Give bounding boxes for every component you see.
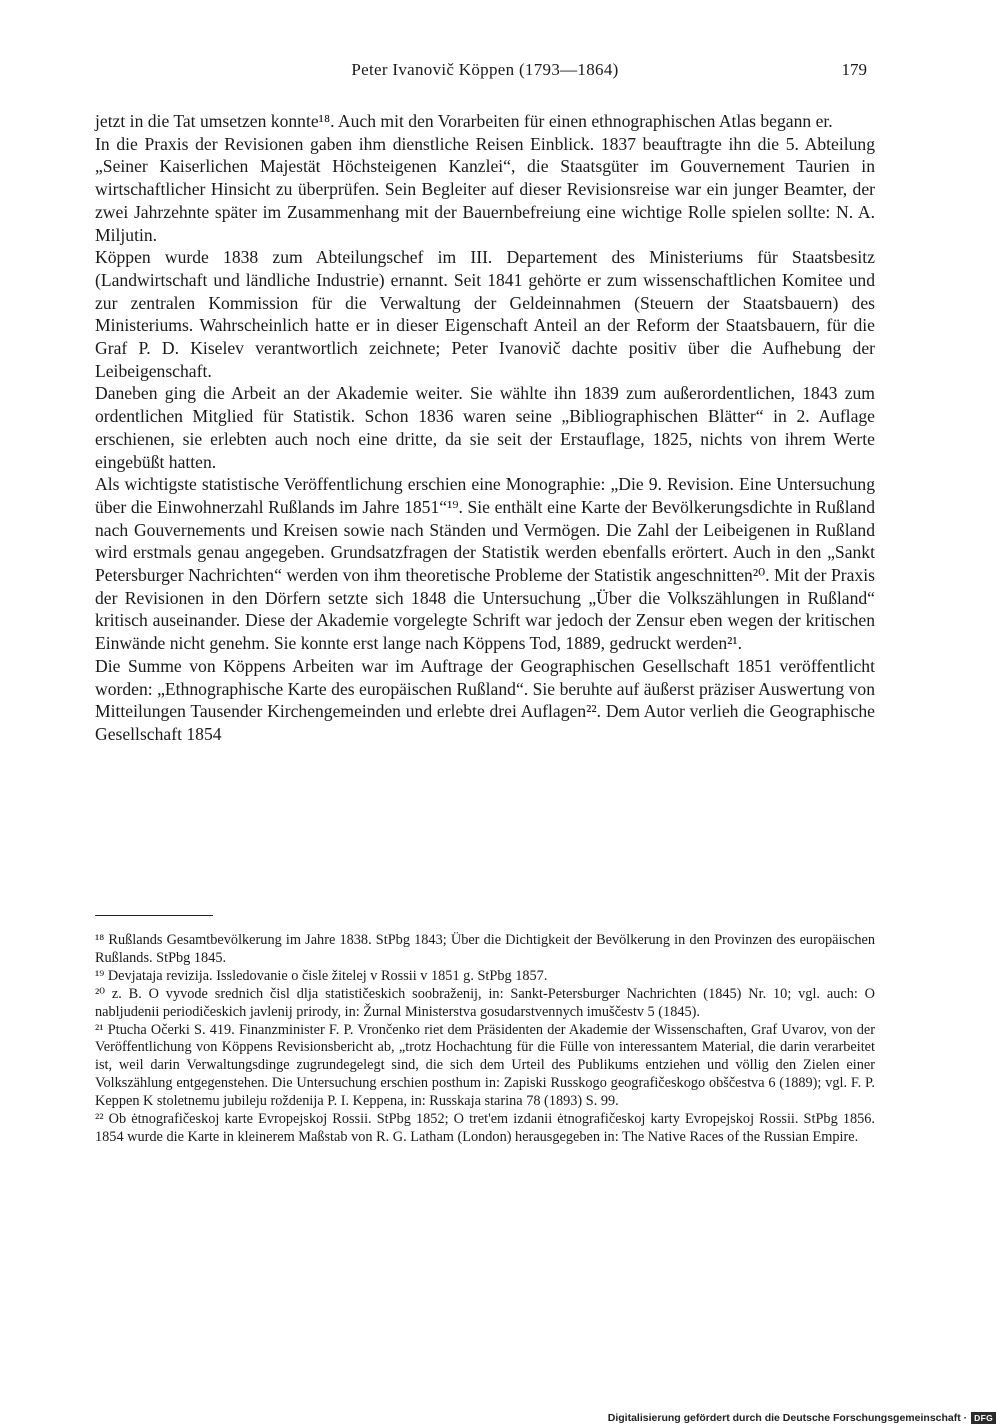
footnote: ²¹ Ptucha Očerki S. 419. Finanzminister F. P. Vrončenko riet dem Präsidenten der Akademie der Wissenschaften, Graf Uvarov, von der Veröffentlichung von Köppens Revisionsbericht ab, „trotz Hochachtung für die Fülle von interessantem Material, die darin verarbeitet ist, weil darin Verwaltungsdinge zugrundegelegt sind, die sich dem Urteil des Publikums entziehen und völlig den Zielen einer Volkszählung entgegenstehen. Die Untersuchung erschien posthum in: Zapiski Russkogo geografičeskogo obščestva 6 (1889); vgl. F. P. Keppen K stoletnemu jubileju roždenija P. I. Keppena, in: Russkaja starina 78 (1893) S. 99.	[95, 1021, 875, 1110]
running-header	[95, 60, 875, 84]
credit-text: Digitalisierung gefördert durch die Deutsche Forschungsgemeinschaft ·	[607, 1412, 968, 1424]
page-number: 179	[841, 60, 867, 79]
footnote: ²⁰ z. B. O vyvode srednich čisl dlja statističeskich soobraženij, in: Sankt-Petersburger Nachrichten (1845) Nr. 10; vgl. auch: O nabljudenii periodičeskich javlenij prirody, in: Žurnal Ministerstva gosudarstvennych imuščestv 5 (1845).	[95, 985, 875, 1020]
footnotes	[95, 932, 875, 1147]
paragraph: Die Summe von Köppens Arbeiten war im Auftrage der Geographischen Gesellschaft 1851 veröffentlicht worden: „Ethnographische Karte des europäischen Rußland“. Sie beruhte auf äußerst präziser Auswertung von Mitteilungen Tausender Kirchengemeinden und erlebte drei Auflagen²². Dem Autor verlieh die Geographische Gesellschaft 1854	[95, 655, 875, 744]
footnote-divider	[95, 915, 213, 916]
paragraph: Daneben ging die Arbeit an der Akademie weiter. Sie wählte ihn 1839 zum außerordentlichen, 1843 zum ordentlichen Mitglied für Statistik. Schon 1836 waren seine „Bibliographischen Blätter“ in 2. Auflage erschienen, sie erlebten auch noch eine dritte, da sie seit der Erstauflage, 1825, nichts von ihrem Werte eingebüßt hatten.	[95, 383, 875, 472]
paragraph: In die Praxis der Revisionen gaben ihm dienstliche Reisen Einblick. 1837 beauftragte ihn die 5. Abteilung „Seiner Kaiserlichen Majestät Höchsteigenen Kanzlei“, die Staatsgüter im Gouvernement Taurien in wirtschaftlicher Hinsicht zu überprüfen. Sein Begleiter auf dieser Revisionsreise war ein junger Beamter, der zwei Jahrzehnte später im Zusammenhang mit der Bauernbefreiung eine wichtige Rolle spielen sollte: N. A. Miljutin.	[95, 133, 875, 245]
paragraph: jetzt in die Tat umsetzen konnte¹⁸. Auch mit den Vorarbeiten für einen ethnographischen Atlas begann er.	[95, 111, 833, 131]
footnote: ¹⁹ Devjataja revizija. Issledovanie o čisle žitelej v Rossii v 1851 g. StPbg 1857.	[95, 967, 548, 984]
paragraph: Köppen wurde 1838 zum Abteilungschef im III. Departement des Ministeriums für Staatsbesitz (Landwirtschaft und ländliche Industrie) ernannt. Seit 1841 gehörte er zum wissenschaftlichen Komitee und zur zentralen Kommission für die Verwaltung der Geldeinnahmen (Steuern der Staatsbauern) des Ministeriums. Wahrscheinlich hatte er in dieser Eigenschaft Anteil an der Reform der Staatsbauern, für die Graf P. D. Kiselev verantwortlich zeichnete; Peter Ivanovič dachte positiv über die Aufhebung der Leibeigenschaft.	[95, 247, 875, 381]
dfg-logo: DFG	[971, 1412, 996, 1424]
digitization-credit	[608, 1412, 996, 1424]
paragraph: Als wichtigste statistische Veröffentlichung erschien eine Monographie: „Die 9. Revision. Eine Untersuchung über die Einwohnerzahl Rußlands im Jahre 1851“¹⁹. Sie enthält eine Karte der Bevölkerungsdichte in Rußland nach Gouvernements und Kreisen sowie nach Ständen und Vermögen. Die Zahl der Leibeigenen in Rußland wird erstmals genau angegeben. Grundsatzfragen der Statistik werden ebenfalls erörtert. Auch in den „Sankt Petersburger Nachrichten“ werden von ihm theoretische Probleme der Statistik angeschnitten²⁰. Mit der Praxis der Revisionen in den Dörfern setzte sich 1848 die Untersuchung „Über die Volkszählungen in Rußland“ kritisch auseinander. Diese der Akademie vorgelegte Schrift war jedoch der Zensur eben wegen der kritischen Einwände nicht genehm. Sie konnte erst lange nach Köppens Tod, 1889, gedruckt werden²¹.	[95, 474, 875, 654]
running-title: Peter Ivanovič Köppen (1793—1864)	[351, 60, 619, 79]
footnote: ²² Ob ėtnografičeskoj karte Evropejskoj Rossii. StPbg 1852; O tret'em izdanii ėtnografičeskoj karty Evropejskoj Rossii. StPbg 1856. 1854 wurde die Karte in kleinerem Maßstab von R. G. Latham (London) herausgegeben in: The Native Races of the Russian Empire.	[95, 1111, 875, 1145]
body-text	[95, 110, 875, 746]
footnote: ¹⁸ Rußlands Gesamtbevölkerung im Jahre 1838. StPbg 1843; Über die Dichtigkeit der Bevölkerung in den Provinzen des europäischen Rußlands. StPbg 1845.	[95, 932, 875, 966]
